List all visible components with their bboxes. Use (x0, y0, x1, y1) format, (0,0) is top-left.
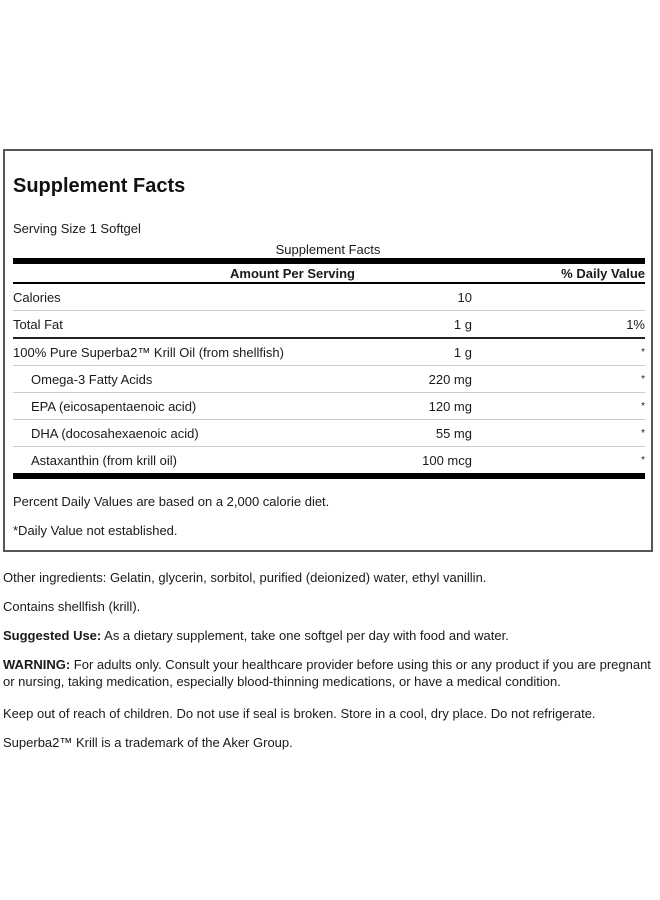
row-name: EPA (eicosapentaenoic acid) (31, 398, 197, 414)
row-amount: 55 mg (435, 425, 472, 441)
row-name: Calories (13, 289, 61, 305)
warning (3, 656, 653, 690)
row-dv: * (641, 454, 645, 466)
panel-title: Supplement Facts (13, 175, 186, 197)
table-header (13, 264, 645, 284)
table-row-astaxanthin (13, 447, 645, 473)
row-amount: 1 g (453, 316, 472, 332)
row-dv: 1% (626, 316, 645, 332)
header-amount-per-serving: Amount Per Serving (230, 266, 355, 281)
row-amount: 100 mcg (422, 452, 472, 468)
serving-size: Serving Size 1 Softgel (13, 221, 141, 236)
warning-label: WARNING: (3, 657, 71, 672)
row-dv: * (641, 346, 645, 358)
row-amount: 1 g (453, 344, 472, 360)
row-name: 100% Pure Superba2™ Krill Oil (from shellfish) (13, 344, 284, 360)
table-caption: Supplement Facts (275, 242, 381, 257)
table-row-dha (13, 420, 645, 447)
row-name: Total Fat (13, 316, 63, 332)
trademark-notice: Superba2™ Krill is a trademark of the Aker Group. (3, 735, 293, 750)
table-row-krill-oil (13, 339, 645, 366)
row-name: Omega-3 Fatty Acids (31, 371, 153, 387)
table-row-calories (13, 284, 645, 311)
row-name: Astaxanthin (from krill oil) (31, 452, 177, 468)
suggested-use (3, 627, 653, 644)
suggested-use-text: As a dietary supplement, take one softgel per day with food and water. (101, 628, 509, 643)
row-amount: 120 mg (428, 398, 472, 414)
footnote-percent-daily: Percent Daily Values are based on a 2,000 calorie diet. (13, 494, 330, 509)
table-row-omega-3 (13, 366, 645, 393)
facts-table (13, 264, 645, 473)
row-dv: * (641, 400, 645, 412)
other-ingredients: Other ingredients: Gelatin, glycerin, sorbitol, purified (deionized) water, ethyl vanillin. (3, 570, 487, 585)
storage-instructions: Keep out of reach of children. Do not use if seal is broken. Store in a cool, dry place. Do not refrigerate. (3, 706, 596, 721)
warning-text: For adults only. Consult your healthcare provider before using this or any product if you are pregnant or nursing, taking medication, especially blood-thinning medications, or have a medical condition. (3, 657, 651, 689)
row-dv: * (641, 427, 645, 439)
allergen-statement: Contains shellfish (krill). (3, 599, 141, 614)
table-row-epa (13, 393, 645, 420)
row-amount: 10 (457, 289, 472, 305)
thick-divider-bottom (13, 473, 645, 479)
table-row-total-fat (13, 311, 645, 339)
header-daily-value: % Daily Value (561, 266, 645, 281)
supplement-facts-panel (3, 149, 653, 552)
footnote-daily-value-not-established: *Daily Value not established. (13, 523, 178, 538)
suggested-use-label: Suggested Use: (3, 628, 102, 643)
row-amount: 220 mg (428, 371, 472, 387)
row-name: DHA (docosahexaenoic acid) (31, 425, 199, 441)
row-dv: * (641, 373, 645, 385)
